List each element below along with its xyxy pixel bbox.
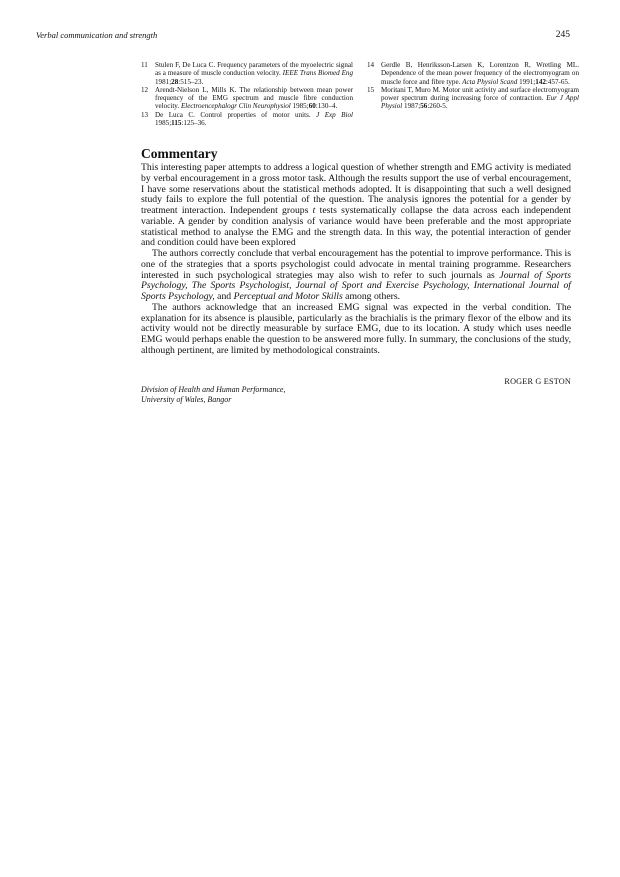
reference-item <box>141 86 353 111</box>
author-affiliation <box>141 385 285 404</box>
reference-number: 11 <box>141 61 148 69</box>
reference-text: Moritani T, Muro M. Motor unit activity and surface electromyogram power spectrum during increasing force of contraction. Eur J Appl Physiol 1987;56:260-5. <box>381 85 579 111</box>
reference-number: 15 <box>367 85 375 94</box>
reference-column-left <box>141 61 353 127</box>
reference-text: De Luca C. Control properties of motor units. J Exp Biol 1985;115:125–36. <box>155 110 354 128</box>
reference-item <box>367 61 579 86</box>
reference-text: Arendt-Nielson L, Mills K. The relationship between mean power frequency of the EMG spectrum and muscle fibre conduction velocity. Electroencephalogr Clin Neurophysiol 1985;60:130–4. <box>155 85 353 111</box>
affiliation-line: Division of Health and Human Performance, <box>141 385 286 394</box>
reference-text: Stulen F, De Luca C. Frequency parameters of the myoelectric signal as a measure of muscle conduction velocity. IEEE Trans Biomed Eng 1981;28:515–23. <box>155 61 353 86</box>
commentary-section <box>141 146 571 357</box>
running-header <box>36 30 570 44</box>
commentary-paragraph: The authors acknowledge that an increased EMG signal was expected in the verbal condition. The explanation for its absence is plausible, particularly as the brachialis is the primary flexor of the elbow and its activity would not be directly measurable by surface EMG, due to its location. A study which uses needle EMG would perhaps enable the question to be answered more fully. In summary, the conclusions of the study, although pertinent, are limited by methodological constraints. <box>141 301 571 356</box>
author-name: ROGER G ESTON <box>504 377 571 386</box>
commentary-body <box>141 163 571 357</box>
page-number: 245 <box>555 30 570 40</box>
affiliation-line: University of Wales, Bangor <box>141 394 232 404</box>
reference-number: 14 <box>367 61 375 69</box>
reference-item <box>141 111 353 128</box>
commentary-heading: Commentary <box>141 146 218 161</box>
commentary-paragraph: This interesting paper attempts to address a logical question of whether strength and EMG activity is mediated by verbal encouragement in a gross motor task. Although the results support the use of verbal encouragement, I have some reservations about the statistical methods adopted. It is disappointing that such a well designed study fails to explore the full potential of the question. The analysis ignores the potential for a gender by treatment interaction. Independent groups t tests systematically collapse the data across each independent variable. A gender by condition analysis of variance would have been preferable and the most appropriate statistical method to analyse the EMG and the strength data. In this way, the potential interaction of gender and condition could have been explored <box>141 162 571 249</box>
running-title: Verbal communication and strength <box>36 30 158 40</box>
reference-text: Gerdle B, Henriksson-Larsen K, Lorentzon R, Wretling ML. Dependence of the mean power frequency of the electromyogram on muscle force and fibre type. Acta Physiol Scand 1991;142:457-65. <box>381 61 579 86</box>
commentary-paragraph: The authors correctly conclude that verbal encouragement has the potential to improve performance. This is one of the strategies that a sports psychologist could advocate in mental training programme. Researchers interested in such psychological strategies may also wish to refer to such journals as Journal of Sports Psychology, The Sports Psychologist, Journal of Sport and Exercise Psychology, International Journal of Sports Psychology, and Perceptual and Motor Skills among others. <box>141 248 571 302</box>
reference-item <box>367 86 579 111</box>
reference-number: 12 <box>141 85 149 94</box>
reference-column-right <box>367 61 579 111</box>
reference-item <box>141 61 353 86</box>
reference-number: 13 <box>141 110 149 119</box>
